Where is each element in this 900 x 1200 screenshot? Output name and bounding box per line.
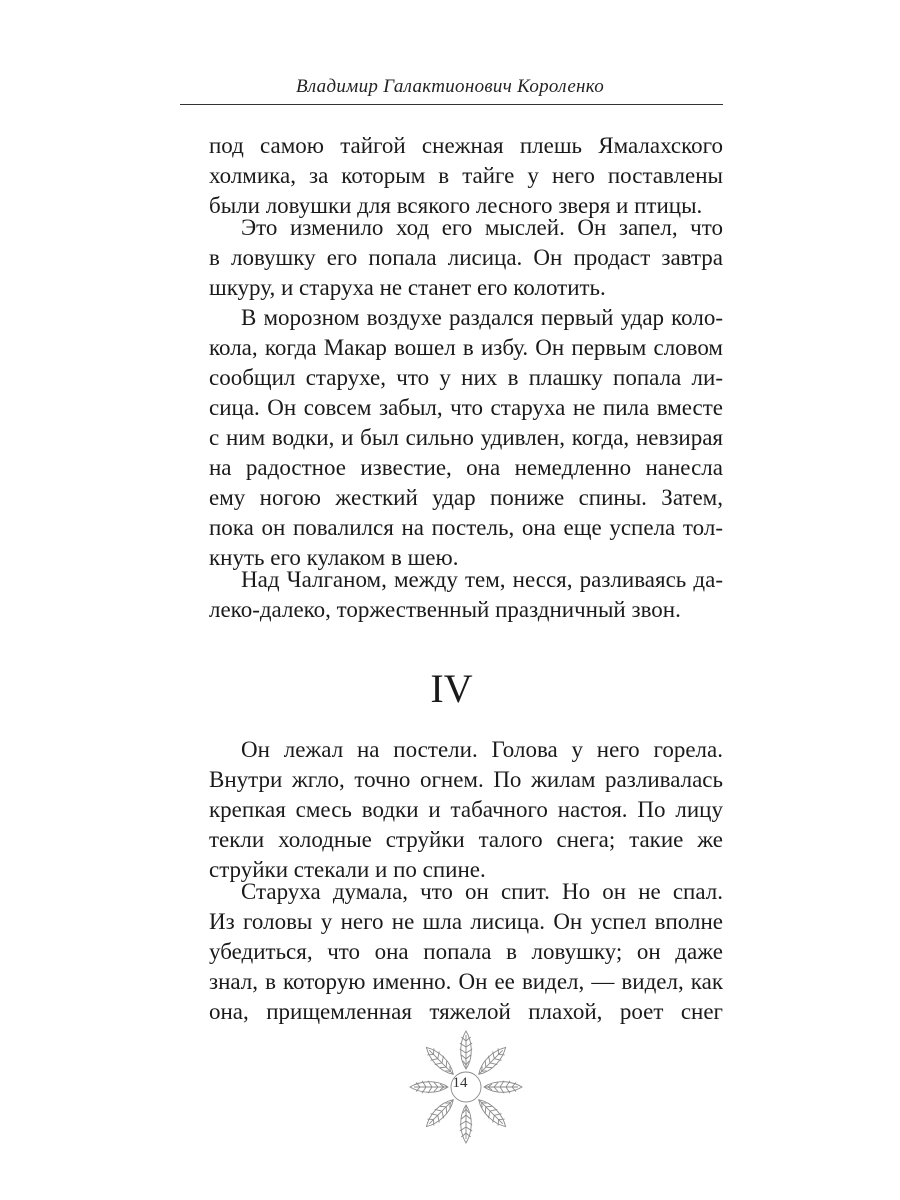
petal-vein [479,1050,503,1074]
ornament-petal [460,1031,472,1069]
ornament-petal [484,1081,522,1093]
petal-vein [483,1061,489,1067]
text-line: она, прищемленная тяжелой плахой, роет снег [209,999,723,1024]
running-head-title: Владимир Галактионович Короленко [295,76,605,97]
ornament-petal [460,1105,472,1143]
text-line: текли холодные струйки талого снега; такие же [209,827,723,852]
paragraph [209,303,723,573]
text-line: с ним водки, и был сильно удивлен, когда, невзирая [209,425,723,450]
petal-vein [461,1115,466,1119]
text-line: В морозном воздухе раздался первый удар коло- [241,305,723,330]
paragraph [209,877,723,1027]
text-line: знал, в которую именно. Он ее видел, — видел, как [209,969,723,994]
ornament-petal [410,1081,448,1093]
petal-vein [479,1100,503,1124]
text-line: Это изменило ход его мыслей. Он запел, что [241,215,723,240]
text-line: струйки стекали и по спине. [209,857,486,882]
text-line: пока он повалился на постель, она еще успела тол- [209,515,723,540]
text-line: в ловушку его попала лисица. Он продаст завтра [209,245,723,270]
petal-vein [461,1055,466,1059]
ornament-petal [474,1095,510,1131]
petal-vein [466,1115,471,1119]
text-line: Над Чалганом, между тем, несся, разливаясь да- [241,567,723,592]
text-line: ему ногою жесткий удар пониже спины. Затем, [209,485,723,510]
petal-vein [440,1064,446,1070]
petal-vein [466,1055,471,1059]
text-block-top [209,131,723,221]
text-line: холмика, за которым в тайге у него поставлены [209,163,723,188]
petal-vein [494,1082,498,1087]
text-line: леко-далеко, торжественный праздничный звон. [209,597,681,622]
paragraph [209,565,723,625]
petal-vein [483,1107,489,1113]
chapter-heading: IV [430,666,473,711]
text-line: сица. Он совсем забыл, что старуха не пила вместе [209,395,723,420]
text-line: Он лежал на постели. Голова у него горела. [241,737,723,762]
text-line: были ловушки для всякого лесного зверя и птицы. [209,193,703,218]
petal-vein [486,1104,492,1110]
paragraph [209,735,723,885]
ornament-petal [422,1095,458,1131]
page-number: 14 [452,1075,468,1091]
petal-vein [443,1061,449,1067]
text-line: Внутри жгло, точно огнем. По жилам разливалась [209,767,723,792]
ornament-petal [474,1043,510,1079]
text-line: убедиться, что она попала в ловушку; он даже [209,939,723,964]
header-divider [180,104,723,105]
text-line: шкуру, и старуха не станет его колотить. [209,275,606,300]
text-line: Старуха думала, что он спит. Но он не спал. [241,879,723,904]
petal-vein [486,1064,492,1070]
text-line: на радостное известие, она немедленно нанесла [209,455,723,480]
petal-vein [434,1087,438,1092]
petal-vein [494,1087,498,1092]
text-line: кола, когда Макар вошел в избу. Он первым словом [209,335,723,360]
petal-vein [434,1082,438,1087]
text-line: Из головы у него не шла лисица. Он успел вполне [209,909,723,934]
text-line: под самою тайгой снежная плешь Ямалахского [209,133,723,158]
petal-vein [429,1100,453,1124]
paragraph [209,213,723,303]
petal-vein [443,1107,449,1113]
text-line: сообщил старухе, что у них в плашку попала ли- [209,365,723,390]
petal-vein [440,1104,446,1110]
text-line: кнуть его кулаком в шею. [209,545,459,570]
text-line: крепкая смесь водки и табачного настоя. По лицу [209,797,723,822]
